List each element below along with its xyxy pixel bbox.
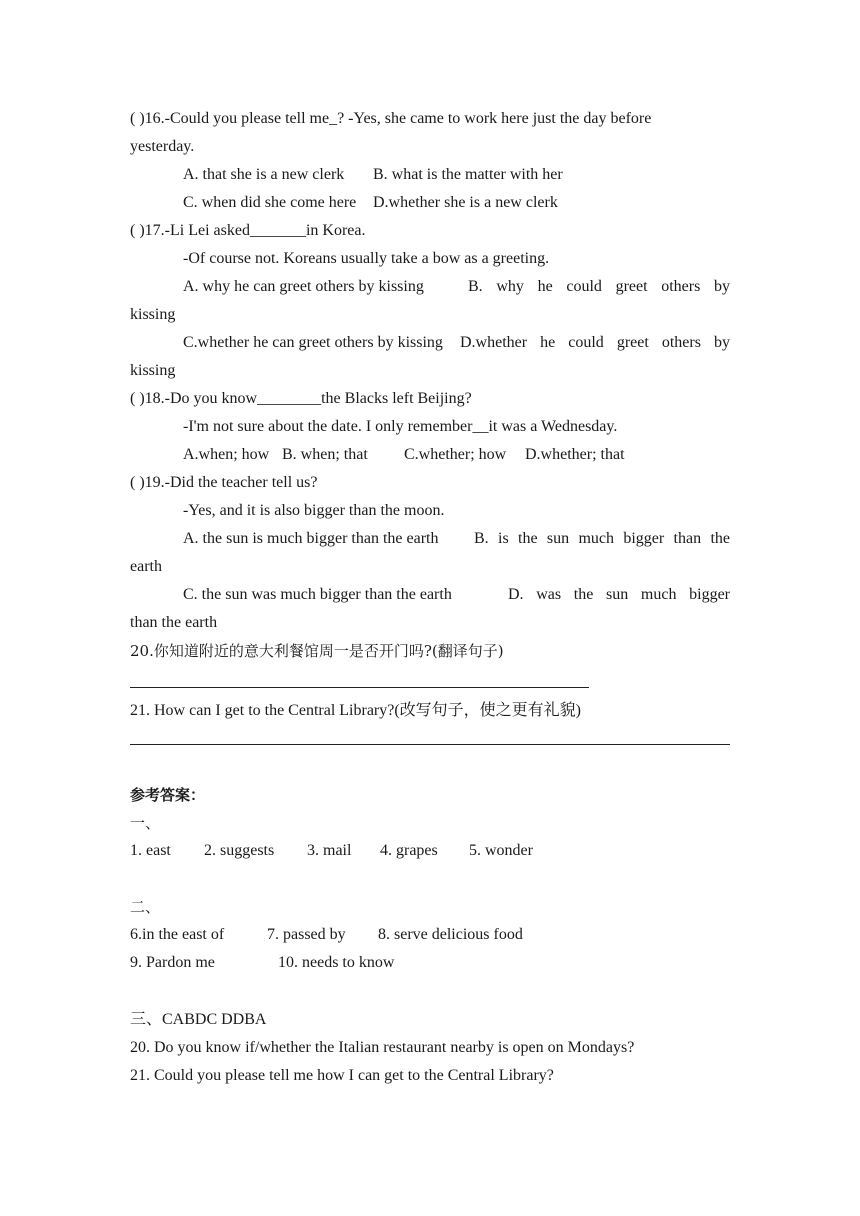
q16-option-d: D.whether she is a new clerk <box>373 194 558 211</box>
q18-option-d: D.whether; that <box>525 446 625 463</box>
q17-option-a: A. why he can greet others by kissing <box>183 278 424 295</box>
answers-part1-label: 一、 <box>130 814 161 832</box>
q17-reply: -Of course not. Koreans usually take a bow as a greeting. <box>183 250 550 267</box>
answer-item: 7. passed by <box>267 926 346 943</box>
q21-answer-line <box>130 744 730 745</box>
q20-answer-line <box>130 687 589 688</box>
answer-20: 20. Do you know if/whether the Italian restaurant nearby is open on Mondays? <box>130 1039 635 1056</box>
q19-stem: ( )19.-Did the teacher tell us? <box>130 474 318 491</box>
q21-prompt: 21. How can I get to the Central Library?(改写句子，使之更有礼貌) <box>130 702 582 719</box>
q16-option-a: A. that she is a new clerk <box>183 166 345 183</box>
answer-item: 10. needs to know <box>278 954 395 971</box>
answer-item: 8. serve delicious food <box>378 926 523 943</box>
q18-option-c: C.whether; how <box>404 446 507 463</box>
answer-item: 4. grapes <box>380 842 438 859</box>
answers-part2-label: 二、 <box>130 898 161 916</box>
q17-option-d-cont: kissing <box>130 362 176 379</box>
q16-stem-cont: yesterday. <box>130 138 195 155</box>
answer-item: 5. wonder <box>469 842 533 859</box>
q19-option-b: B. is the sun much bigger than the <box>474 530 730 547</box>
q17-option-b-cont: kissing <box>130 306 176 323</box>
answer-item: 6.in the east of <box>130 926 225 943</box>
q20-prompt: 20.你知道附近的意大利餐馆周一是否开门吗?(翻译句子) <box>130 642 504 660</box>
answer-item: 1. east <box>130 842 171 859</box>
q17-option-b: B. why he could greet others by <box>468 278 730 295</box>
answers-part3: 三、CABDC DDBA <box>130 1011 267 1028</box>
q19-option-c: C. the sun was much bigger than the earth <box>183 586 452 603</box>
q18-reply: -I'm not sure about the date. I only remember__it was a Wednesday. <box>183 418 618 435</box>
q19-option-b-cont: earth <box>130 558 162 575</box>
answer-21: 21. Could you please tell me how I can get to the Central Library? <box>130 1067 554 1084</box>
q19-option-a: A. the sun is much bigger than the earth <box>183 530 439 547</box>
answer-item: 9. Pardon me <box>130 954 215 971</box>
q16-option-b: B. what is the matter with her <box>373 166 563 183</box>
answer-item: 2. suggests <box>204 842 275 859</box>
q17-option-d: D.whether he could greet others by <box>460 334 730 351</box>
q16-option-c: C. when did she come here <box>183 194 357 211</box>
q18-option-b: B. when; that <box>282 446 368 463</box>
answer-item: 3. mail <box>307 842 352 859</box>
q19-option-d: D. was the sun much bigger <box>508 586 730 603</box>
q16-stem: ( )16.-Could you please tell me_? -Yes, she came to work here just the day before <box>130 110 652 127</box>
q17-stem: ( )17.-Li Lei asked_______in Korea. <box>130 222 366 239</box>
answers-heading: 参考答案： <box>130 786 206 804</box>
q19-reply: -Yes, and it is also bigger than the moon. <box>183 502 445 519</box>
q18-option-a: A.when; how <box>183 446 270 463</box>
q17-option-c: C.whether he can greet others by kissing <box>183 334 443 351</box>
q19-option-d-cont: than the earth <box>130 614 218 631</box>
q18-stem: ( )18.-Do you know________the Blacks left Beijing? <box>130 390 472 407</box>
